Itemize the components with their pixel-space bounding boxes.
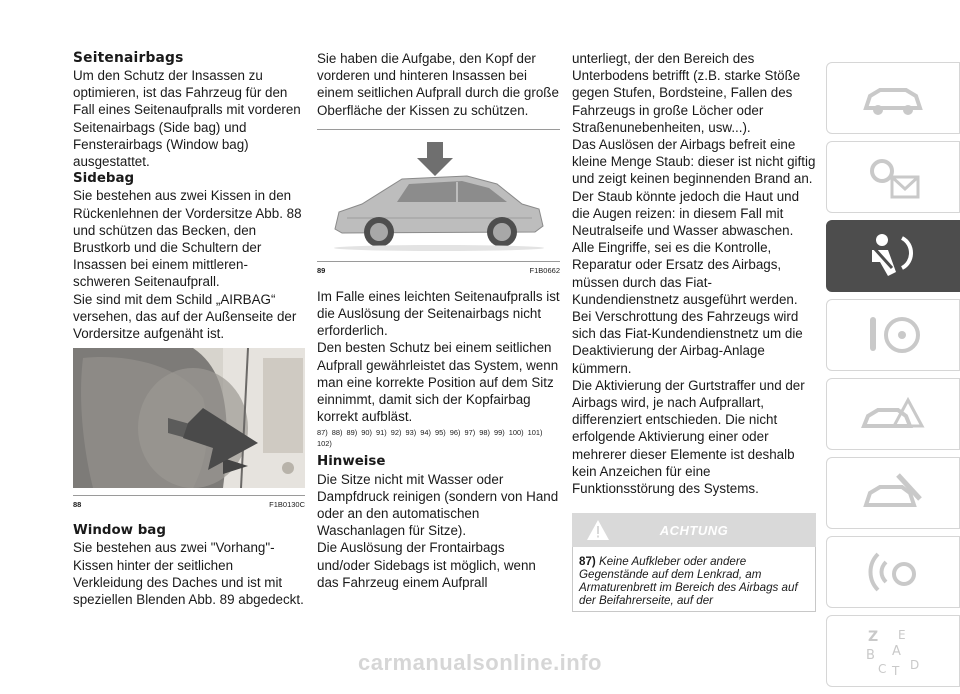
warning-reference: 97) [464,428,476,438]
paragraph: Das Auslösen der Airbags befreit eine kleine Menge Staub: dieser ist nicht giftig und zeigt keinen beginnenden Brand an. Der Staub könnte jedoch die Haut und die Augen reizen: in diesem Fall mit Neutralseife und Wasser abwaschen. [572,137,816,239]
tab-start-driving[interactable] [826,299,960,371]
figure-rule [73,495,305,496]
warning-reference: 90) [361,428,372,438]
section-title: Seitenairbags [73,50,184,66]
warning-reference: 98) [479,428,490,438]
paragraph: Sie bestehen aus zwei Kissen in den Rückenlehnen der Vordersitze Abb. 88 und schützen das Becken, den Brustkorb und die Schultern der Insassen bei einem mittleren-schweren Seitenaufprall. [73,188,302,290]
wrench-car-icon [858,465,928,521]
paragraph: Sie haben die Aufgabe, den Kopf der vorderen und hinteren Insassen bei einem seitlichen Aufprall durch die große Oberfläche der Kissen zu schützen. [317,51,559,118]
warning-reference: 88) [331,428,343,438]
paragraph: Sie sind mit dem Schild „AIRBAG“ versehen, das auf der Außenseite der Vordersitze aufgenäht ist. [73,291,297,342]
paragraph: Die Auslösung der Frontairbags und/oder Sidebags ist möglich, wenn das Fahrzeug einem Aufprall [317,540,536,590]
figure-code: F1B0662 [529,265,560,275]
car-side-image [317,134,560,254]
seat-airbag-icon [858,228,928,284]
warning-box [572,513,816,612]
warning-reference: 95) [435,428,446,438]
subheading-sidebag: Sidebag [73,171,135,187]
car-breakdown-icon [858,386,928,442]
index-letter: C [878,662,887,676]
warning-reference: 92) [390,428,402,438]
paragraph: Bei Verschrottung des Fahrzeugs wird sich das Fiat-Kundendienstnetz um die Deaktivierung der Airbag-Anlage kümmern. [572,309,803,376]
warning-reference: 87) [317,428,328,438]
paragraph: Um den Schutz der Insassen zu optimieren, ist das Fahrzeug für den Fall eines Seitenaufpralls mit vorderen Seitenairbags (Side bag) und Fensterairbags (Window bag) ausgestattet. [73,68,301,170]
index-letter: B [866,648,875,663]
tab-warning-lights[interactable] [826,141,960,213]
paragraph: unterliegt, der den Bereich des Unterbodens betrifft (z.B. starke Stöße gegen Stufen, Bordsteine, Fallen des Fahrzeugs in große Löcher oder Straßenunebenheiten, usw...). [572,51,801,135]
warning-body [572,547,816,612]
watermark: carmanualsonline.info [358,650,602,675]
paragraph: Sie bestehen aus zwei "Vorhang"-Kissen hinter der seitlichen Verkleidung des Daches und ist mit speziellen Blenden Abb. 89 abgedeckt. [73,540,304,608]
column-1 [73,50,305,608]
subheading-window-bag: Window bag [73,523,166,539]
chapter-tabs [826,62,960,694]
warning-reference: 96) [449,428,461,438]
warning-lights-icon [858,149,928,205]
paragraph: Die Aktivierung der Gurtstraffer und der Airbags wird, je nach Aufprallart, differenziert entschieden. Die nicht erfolgende Aktivierung einer oder mehrerer dieser Elemente ist deshalb kein Anzeichen für eine Funktionsstörung des Systems. [572,377,805,497]
figure-number: 89 [317,265,326,275]
figure-rule [317,261,560,262]
index-letter: D [910,658,920,672]
warning-reference: 93) [405,428,417,438]
index-letter: A [892,644,901,659]
warning-number: 87) [579,555,596,569]
tab-emergency[interactable] [826,378,960,450]
warning-reference: 89) [346,428,358,438]
figure-88 [73,348,305,510]
tab-safety[interactable] [826,220,960,292]
index-letter: T [892,664,900,678]
seat-photo-image [73,348,305,488]
warning-title: ACHTUNG [659,523,729,539]
warning-reference: 99) [494,428,505,438]
car-icon [858,70,928,126]
column-2 [317,50,560,591]
media-icon [858,544,928,600]
warning-text: Keine Aufkleber oder andere Gegenstände auf dem Lenkrad, am Armaturenbrett im Bereich des Airbags auf der Beifahrerseite, auf der [579,555,798,608]
index-letter: E [898,628,906,642]
index-letter: Z [868,629,879,645]
figure-rule-top [317,129,560,130]
figure-code: F1B0130C [269,500,305,510]
subheading-hinweise: Hinweise [317,454,386,470]
warning-header [572,513,816,547]
warning-reference: 101) [527,428,543,438]
warning-reference: 100) [508,428,524,438]
paragraph: Im Falle eines leichten Seitenaufpralls ist die Auslösung der Seitenairbags nicht erforderlich. [317,288,560,339]
key-steering-icon [858,307,928,363]
figure-89 [317,134,560,276]
tab-car[interactable] [826,62,960,134]
tab-maintenance[interactable] [826,457,960,529]
tab-multimedia[interactable] [826,536,960,608]
column-3 [572,50,816,612]
warning-references [317,427,560,449]
warning-reference: 94) [420,428,431,438]
figure-number: 88 [73,500,82,510]
warning-reference: 102) [317,439,332,449]
figure-caption [73,500,305,510]
paragraph: Die Sitze nicht mit Wasser oder Dampfdruck reinigen (sondern von Hand oder an den automatischen Waschanlagen für Sitze). [317,471,559,539]
figure-caption [317,266,560,276]
paragraph: Alle Eingriffe, sei es die Kontrolle, Reparatur oder Ersatz des Airbags, müssen durch das Fiat-Kundendienstnetz ausgeführt werden. [572,240,798,307]
warning-reference: 91) [376,428,387,438]
paragraph: Den besten Schutz bei einem seitlichen Aufprall gewährleistet das System, wenn man eine korrekte Position auf dem Sitz einnimmt, damit sich der Kopfairbag korrekt aufbläst. [317,340,559,425]
